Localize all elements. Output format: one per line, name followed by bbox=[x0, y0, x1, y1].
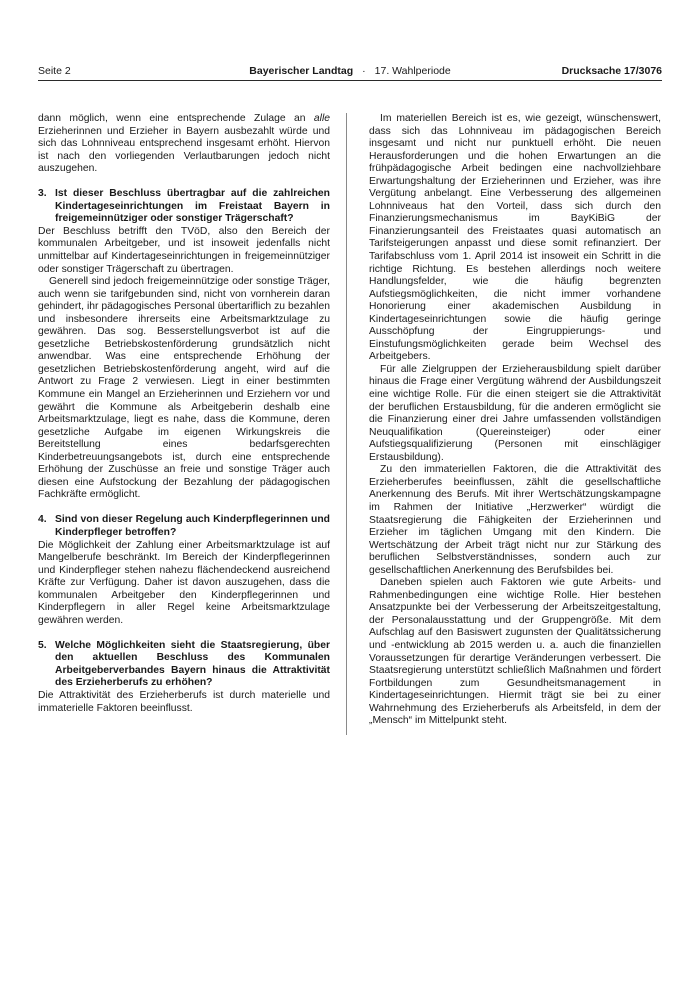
column-divider bbox=[346, 113, 347, 735]
answer-3-paragraph-2: Generell sind jedoch freigemeinnützige oder sonstige Träger, auch wenn sie tarifgebunden sind, nicht von vornherein daran gehindert, ihr pädagogisches Personal übertariflich zu bezahlen und insbesondere ihrerseits eine Arbeitsmarktzulage zu gewähren. Das sog. Besserstellungsverbot ist auf die gesetzliche Betriebskostenförderung grundsätzlich nicht anwendbar. Was eine entsprechende Erhöhung der gesetzlichen Betriebskostenförderung angeht, wird auf die Antwort zu Frage 2 verwiesen. Liegt in einer bestimmten Kommune ein Mangel an Erzieherinnen und Erziehern vor und gewährt die Kommune als Arbeitgeberin deshalb eine Arbeitsmarktzulage, liegt es nahe, dass die Kommune, deren gesetzliche Aufgabe im eigenen Wirkungskreis die Bereitstellung eines bedarfsgerechten Kinderbetreuungsangebots ist, durch eine entsprechende Erhöhung der Zuschüsse an freie und sonstige Träger auch diesen eine Aufstockung der Bezahlung der pädagogischen Fachkräfte ermöglicht. bbox=[38, 276, 330, 501]
right-paragraph-1: Im materiellen Bereich ist es, wie gezeigt, wünschenswert, dass sich das Lohnniveau im pädagogischen Bereich insgesamt und nicht nur punktuell erhöht. Die neuen Herausforderungen und die hohen Erwartungen an die frühpädagogische Arbeit bedingen eine nachvollziehbare Erwartungshaltung der Erzieherinnen und Erzieher, was ihre Vergütung anbelangt. Eine Verbesserung des allgemeinen Lohnniveaus hat den Vorteil, dass sich durch den Finanzierungsmechanismus im BayKiBiG der Finanzierungsanteil des Freistaates quasi automatisch an Tarifsteigerungen anpasst und diese somit refinanziert. Der Tarifabschluss vom 1. April 2014 ist insoweit ein Schritt in die richtige Richtung. Es bestehen allerdings noch weitere Handlungsfelder, wie die häufig begrenzten Aufstiegsmöglichkeiten, die nicht immer vorhandene Honorierung einer akademischen Ausbildung in Kindertageseinrichtungen sowie die häufig geringe Ausschöpfung der Eingruppierungs- und Einstufungsmöglichkeiten gerade beim Wechsel des Arbeitgebers. bbox=[369, 113, 661, 363]
right-paragraph-4: Daneben spielen auch Faktoren wie gute Arbeits- und Rahmenbedingungen eine wichtige Rolle. Hier bestehen Ansatzpunkte bei der Verbesserung der Arbeitszeitgestaltung, der Personalausstattung und der Gruppengröße. Mit dem Aufschlag auf den Basiswert zugunsten der Qualitätssicherung und -entwicklung ab 2015 werden u. a. auch die finanziellen Voraussetzungen für derartige Veränderungen verbessert. Die Staatsregierung unterstützt schließlich Maßnahmen und fördert Fortbildungen zum Gesundheitsmanagement in Kindertageseinrichtungen. Hiermit trägt sie bei zu einer Wahrnehmung des Erzieherberufs als Arbeitsfeld, in dem der „Mensch“ im Mittelpunkt steht. bbox=[369, 577, 661, 727]
question-3-number: 3. bbox=[38, 188, 47, 200]
right-paragraph-3: Zu den immateriellen Faktoren, die die Attraktivität des Erzieherberufes beeinflussen, zählt die gesellschaftliche Anerkennung des Berufs. Mit ihrer Wertschätzungskampagne im Rahmen der Initiative „Herzwerker“ würdigt die Staatsregierung die Fähigkeiten der Erzieherinnen und Erzieher im täglichen Umgang mit den Kindern. Die Wertschätzung der Arbeit trägt nicht nur zur Stärkung des beruflichen Selbstverständnisses, sondern auch zur gesellschaftlichen Anerkennung des Berufsbildes bei. bbox=[369, 464, 661, 576]
question-3 bbox=[38, 188, 330, 226]
question-4 bbox=[38, 514, 330, 539]
left-column bbox=[38, 113, 330, 715]
question-4-text: Sind von dieser Regelung auch Kinderpflegerinnen und Kinderpfleger betroffen? bbox=[55, 514, 330, 538]
document-number: Drucksache 17/3076 bbox=[561, 65, 662, 77]
continued-text-b: Erzieherinnen und Erzieher in Bayern ausbezahlt würde und sich das Lohnniveau entsprechend insgesamt erhöht. Hiervon ist nach den vorliegenden Verlautbarungen jedoch nicht auszugehen. bbox=[38, 125, 330, 175]
emphasis-word: alle bbox=[313, 113, 330, 124]
legislative-period: 17. Wahlperiode bbox=[374, 65, 451, 77]
question-3-text: Ist dieser Beschluss übertragbar auf die zahlreichen Kindertageseinrichtungen im Freistaat Bayern in freigemeinnütziger oder sonstiger Trägerschaft? bbox=[55, 188, 330, 225]
page-number: Seite 2 bbox=[38, 65, 71, 77]
answer-5-paragraph-1: Die Attraktivität des Erzieherberufs ist durch materielle und immaterielle Faktoren beeinflusst. bbox=[38, 690, 330, 714]
continued-paragraph bbox=[38, 113, 330, 176]
question-5 bbox=[38, 640, 330, 690]
question-4-number: 4. bbox=[38, 514, 47, 526]
answer-3-paragraph-1: Der Beschluss betrifft den TVöD, also den Bereich der kommunalen Arbeitgeber, und ist insoweit jedenfalls nicht unmittelbar auf Kindertageseinrichtungen in freigemeinnütziger oder sonstiger Trägerschaft zu übertragen. bbox=[38, 225, 330, 275]
right-paragraph-2: Für alle Zielgruppen der Erzieherausbildung spielt darüber hinaus die Frage einer Vergütung während der Ausbildungszeit eine wichtige Rolle. Für die einen steigert sie die Attraktivität der beruflichen Erstausbildung, für die anderen ermöglicht sie die Finanzierung einer drei Jahre umfassenden vollständigen Neuqualifikation (Quereinsteiger) oder einer Aufstiegsqualifizierung (Personen mit einschlägiger Erstausbildung). bbox=[369, 363, 661, 463]
publisher-name: Bayerischer Landtag bbox=[249, 65, 354, 77]
question-5-text: Welche Möglichkeiten sieht die Staatsregierung, über den aktuellen Beschluss des Kommunalen Arbeitgeberverbandes Bayern hinaus die Attraktivität des Erzieherberufs zu erhöhen? bbox=[55, 639, 330, 689]
question-5-number: 5. bbox=[38, 639, 47, 651]
continued-text-a: dann möglich, wenn eine entsprechende Zulage an bbox=[38, 113, 314, 124]
answer-4-paragraph-1: Die Möglichkeit der Zahlung einer Arbeitsmarktzulage ist auf Mangelberufe beschränkt. Im Bereich der Kinderpflegerinnen und Kinderpfleger stehen nahezu flächendeckend ausreichend Kräfte zur Verfügung. Daher ist davon auszugehen, dass die kommunalen Arbeitgeber den Kinderpflegerinnen und Kinderpflegern in aller Regel keine Arbeitsmarktzulage gewähren werden. bbox=[38, 539, 330, 626]
header-separator: · bbox=[362, 65, 366, 77]
right-column bbox=[369, 113, 661, 728]
page-header bbox=[38, 62, 662, 81]
